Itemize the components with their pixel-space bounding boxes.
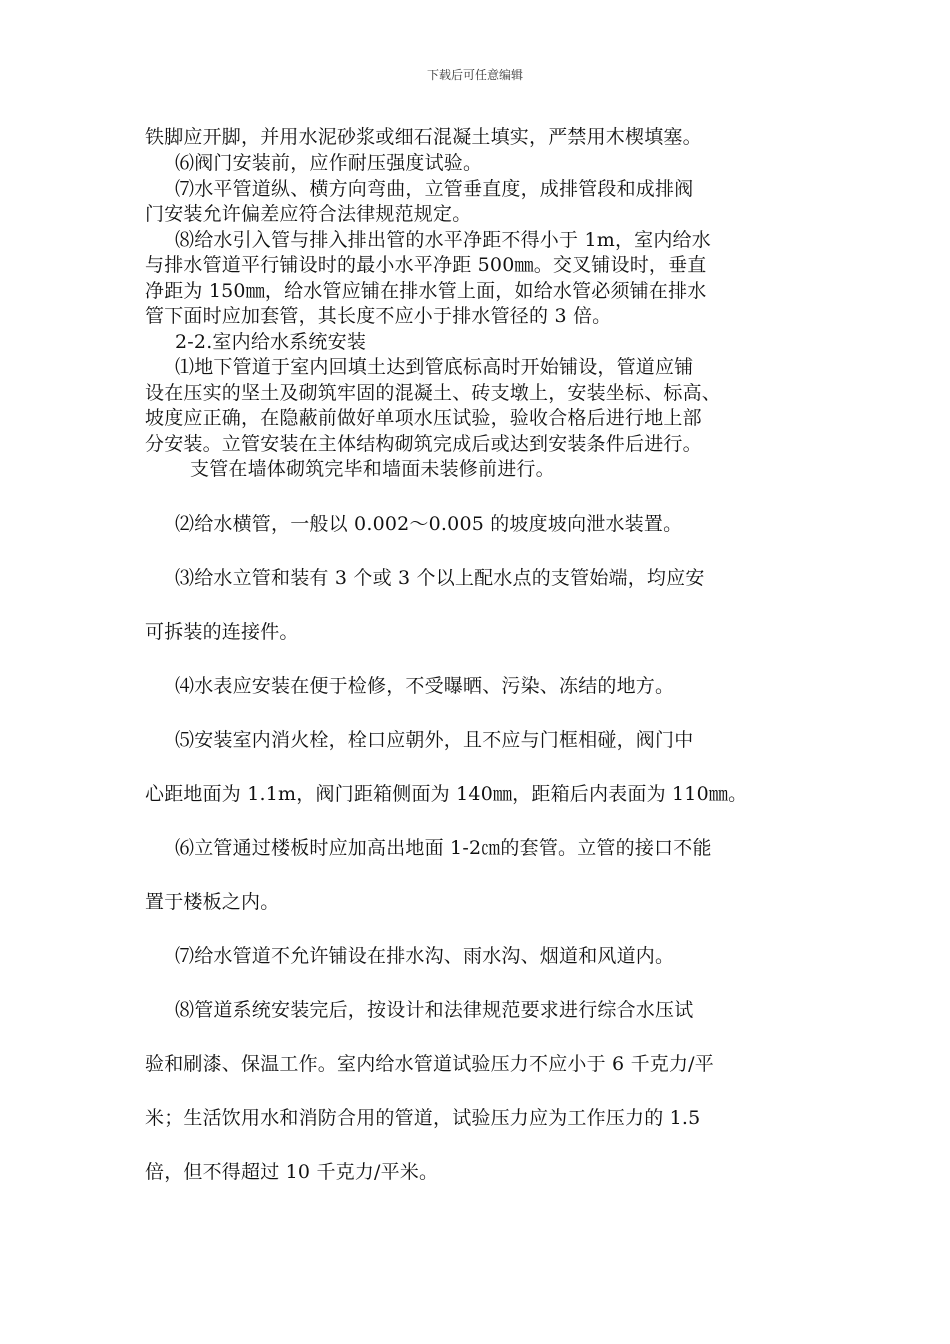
text-line: ⑺水平管道纵、横方向弯曲，立管垂直度，成排管段和成排阀 xyxy=(175,178,694,200)
text-line: 可拆装的连接件。 xyxy=(145,621,299,643)
text-line: 铁脚应开脚，并用水泥砂浆或细石混凝土填实，严禁用木楔填塞。 xyxy=(145,126,702,148)
text-line: ⑷水表应安装在便于检修，不受曝晒、污染、冻结的地方。 xyxy=(175,675,675,697)
text-line: ⑺给水管道不允许铺设在排水沟、雨水沟、烟道和风道内。 xyxy=(175,945,675,967)
text-line: ⑶给水立管和装有 3 个或 3 个以上配水点的支管始端，均应安 xyxy=(175,567,705,589)
page-header: 下载后可任意编辑 xyxy=(426,68,523,82)
text-line: 米；生活饮用水和消防合用的管道，试验压力应为工作压力的 1.5 xyxy=(145,1107,701,1129)
text-line: 与排水管道平行铺设时的最小水平净距 500㎜。交叉铺设时，垂直 xyxy=(145,254,707,276)
text-line: 置于楼板之内。 xyxy=(145,891,280,913)
text-line: 坡度应正确，在隐蔽前做好单项水压试验，验收合格后进行地上部 xyxy=(145,407,702,429)
text-line: 倍，但不得超过 10 千克力/平米。 xyxy=(145,1161,439,1183)
text-line: 验和刷漆、保温工作。室内给水管道试验压力不应小于 6 千克力/平 xyxy=(145,1053,714,1075)
text-line: 净距为 150㎜，给水管应铺在排水管上面，如给水管必须铺在排水 xyxy=(145,280,707,302)
text-line: ⑹立管通过楼板时应加高出地面 1-2㎝的套管。立管的接口不能 xyxy=(175,837,712,859)
text-line: 分安装。立管安装在主体结构砌筑完成后或达到安装条件后进行。 xyxy=(145,433,702,455)
text-line: 支管在墙体砌筑完毕和墙面未装修前进行。 xyxy=(190,458,555,480)
text-line: 心距地面为 1.1m，阀门距箱侧面为 140㎜，距箱后内表面为 110㎜。 xyxy=(145,783,748,805)
text-line: 设在压实的坚土及砌筑牢固的混凝土、砖支墩上，安装坐标、标高、 xyxy=(145,382,722,404)
text-line: ⑴地下管道于室内回填土达到管底标高时开始铺设，管道应铺 xyxy=(175,356,694,378)
text-line: 门安装允许偏差应符合法律规范规定。 xyxy=(145,203,472,225)
text-line: 管下面时应加套管，其长度不应小于排水管径的 3 倍。 xyxy=(145,305,612,327)
text-line: ⑻管道系统安装完后，按设计和法律规范要求进行综合水压试 xyxy=(175,999,694,1021)
text-line: ⑹阀门安装前，应作耐压强度试验。 xyxy=(175,152,483,174)
text-line: ⑻给水引入管与排入排出管的水平净距不得小于 1m，室内给水 xyxy=(175,229,711,251)
section-heading: 2-2.室内给水系统安装 xyxy=(175,331,367,353)
text-line: ⑵给水横管，一般以 0.002～0.005 的坡度坡向泄水装置。 xyxy=(175,513,683,535)
text-line: ⑸安装室内消火栓，栓口应朝外，且不应与门框相碰，阀门中 xyxy=(175,729,694,751)
